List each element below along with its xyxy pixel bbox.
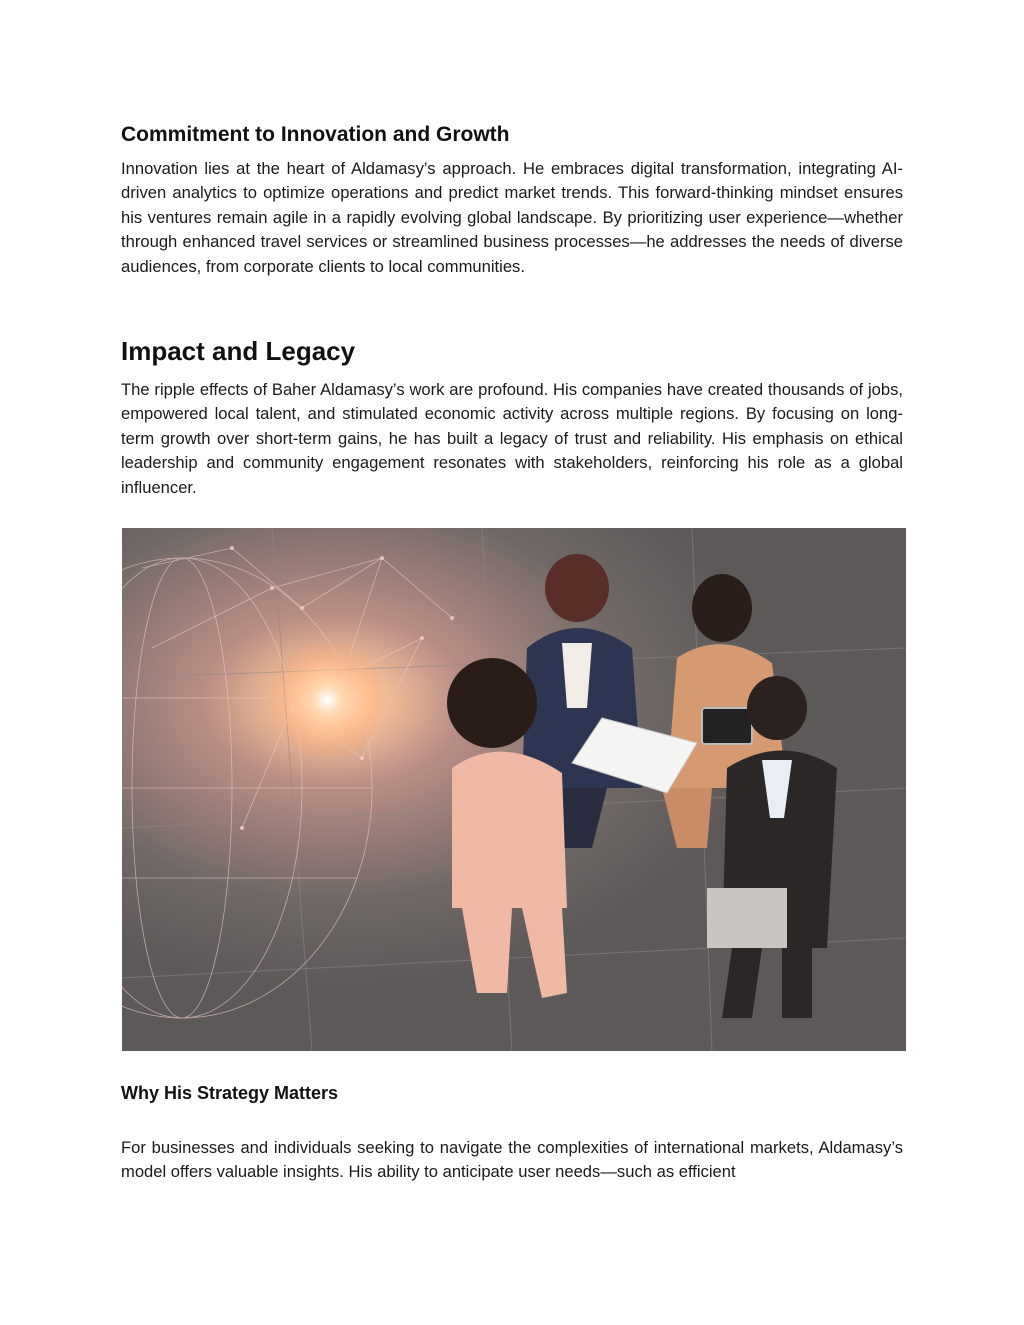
heading-impact: Impact and Legacy (121, 336, 356, 366)
business-team-photo (122, 528, 906, 1051)
heading-why: Why His Strategy Matters (121, 1083, 339, 1103)
heading-commitment: Commitment to Innovation and Growth (121, 123, 510, 146)
paragraph-why: For businesses and individuals seeking to navigate the complexities of international markets, Aldamasy’s model offers valuable insights. His ability to anticipate user needs—such as efficient (121, 1138, 903, 1182)
paragraph-impact: The ripple effects of Baher Aldamasy’s work are profound. His companies have created thousands of jobs, empowered local talent, and stimulated economic activity across multiple regions. By focusing on long-term growth over short-term gains, he has built a legacy of trust and reliability. His emphasis on ethical leadership and community engagement resonates with stakeholders, reinforcing his role as a global influencer. (121, 380, 903, 497)
paragraph-commitment: Innovation lies at the heart of Aldamasy’s approach. He embraces digital transformation, integrating AI-driven analytics to optimize operations and predict market trends. This forward-thinking mindset ensures his ventures remain agile in a rapidly evolving global landscape. By prioritizing user experience—whether through enhanced travel services or streamlined business processes—he addresses the needs of diverse audiences, from corporate clients to local communities. (121, 159, 903, 276)
